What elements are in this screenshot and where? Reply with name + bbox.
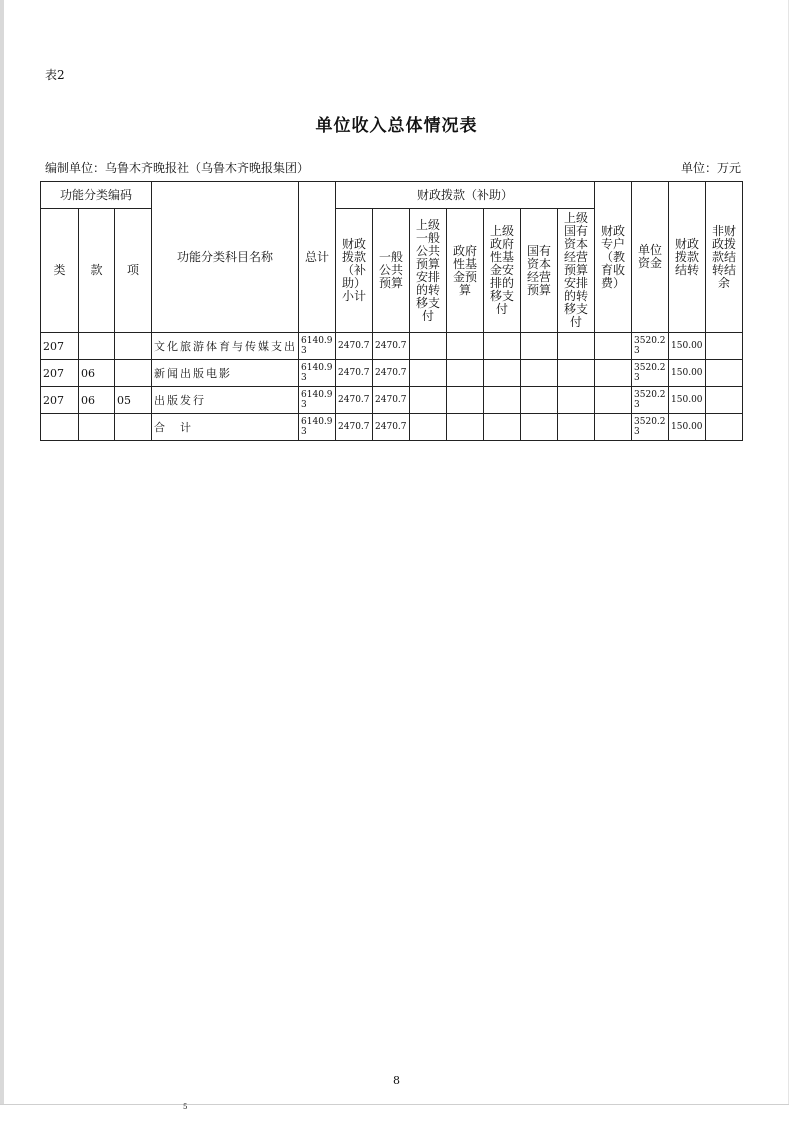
fiscal-special-header: 财政专户（教育收费）	[595, 182, 632, 333]
empty-cell	[706, 333, 743, 360]
carryover-cell: 150.00	[669, 414, 706, 441]
total-cell: 6140.93	[299, 360, 336, 387]
subtotal-cell: 2470.7	[336, 387, 373, 414]
empty-cell	[447, 360, 484, 387]
upper-state-capital-transfer-header: 上级国有资本经营预算安排的转移支付	[558, 209, 595, 333]
header-row-1	[41, 182, 743, 209]
total-cell: 6140.93	[299, 414, 336, 441]
empty-cell	[706, 387, 743, 414]
subtotal-cell: 2470.7	[336, 360, 373, 387]
table-row	[41, 360, 743, 387]
empty-cell	[410, 414, 447, 441]
total-cell: 6140.93	[299, 333, 336, 360]
empty-cell	[447, 387, 484, 414]
compiler-unit: 编制单位：乌鲁木齐晚报社（乌鲁木齐晚报集团）	[45, 161, 310, 175]
empty-cell	[410, 333, 447, 360]
xiang-cell: 05	[115, 387, 152, 414]
kuan-cell	[79, 414, 115, 441]
subtotal-cell: 2470.7	[336, 414, 373, 441]
empty-cell	[410, 387, 447, 414]
table-row	[41, 333, 743, 360]
empty-cell	[521, 387, 558, 414]
xiang-cell	[115, 414, 152, 441]
subject-name-cell: 新闻出版电影	[152, 360, 299, 387]
kuan-cell: 06	[79, 387, 115, 414]
upper-gov-fund-transfer-header: 上级政府性基金安排的移支付	[484, 209, 521, 333]
empty-cell	[706, 414, 743, 441]
lei-cell: 207	[41, 387, 79, 414]
empty-cell	[521, 360, 558, 387]
unit-funds-cell: 3520.23	[632, 333, 669, 360]
empty-cell	[447, 414, 484, 441]
unit-funds-cell: 3520.23	[632, 387, 669, 414]
empty-cell	[521, 333, 558, 360]
page-right-edge	[788, 0, 789, 1105]
empty-cell	[558, 333, 595, 360]
fiscal-header: 财政拨款（补助）	[336, 182, 595, 209]
total-label-cell: 合 计	[152, 414, 299, 441]
nonfiscal-carryover-header: 非财政拨款结转结余	[706, 182, 743, 333]
empty-cell	[484, 360, 521, 387]
empty-cell	[595, 414, 632, 441]
fiscal-carryover-header: 财政拨款结转	[669, 182, 706, 333]
currency-unit: 单位：万元	[681, 161, 742, 175]
page-title: 单位收入总体情况表	[315, 116, 478, 136]
subject-name-header: 功能分类科目名称	[152, 182, 299, 333]
kuan-cell	[79, 333, 115, 360]
xiang-cell	[115, 333, 152, 360]
empty-cell	[410, 360, 447, 387]
empty-cell	[558, 387, 595, 414]
page-bottom-edge	[0, 1104, 789, 1105]
carryover-cell: 150.00	[669, 387, 706, 414]
empty-cell	[706, 360, 743, 387]
empty-cell	[595, 387, 632, 414]
total-cell: 6140.93	[299, 387, 336, 414]
lei-cell: 207	[41, 333, 79, 360]
empty-cell	[484, 414, 521, 441]
gov-fund-header: 政府性基金预算	[447, 209, 484, 333]
side-mark: 5	[183, 1103, 188, 1111]
lei-cell	[41, 414, 79, 441]
page-number: 8	[393, 1074, 400, 1087]
general-budget-header: 一般公共预算	[373, 209, 410, 333]
unit-funds-cell: 3520.23	[632, 414, 669, 441]
subject-name-cell: 出版发行	[152, 387, 299, 414]
lei-cell: 207	[41, 360, 79, 387]
subtotal-cell: 2470.7	[336, 333, 373, 360]
unit-funds-header: 单位资金	[632, 182, 669, 333]
upper-general-transfer-header: 上级一般公共预算安排的转移支付	[410, 209, 447, 333]
empty-cell	[558, 360, 595, 387]
func-code-header: 功能分类编码	[41, 182, 152, 209]
lei-header: 类	[41, 209, 79, 333]
unit-funds-cell: 3520.23	[632, 360, 669, 387]
income-table	[40, 181, 743, 441]
empty-cell	[484, 333, 521, 360]
kuan-cell: 06	[79, 360, 115, 387]
empty-cell	[484, 387, 521, 414]
general-cell: 2470.7	[373, 387, 410, 414]
total-row	[41, 414, 743, 441]
subject-name-cell: 文化旅游体育与传媒支出	[152, 333, 299, 360]
carryover-cell: 150.00	[669, 333, 706, 360]
general-cell: 2470.7	[373, 333, 410, 360]
empty-cell	[595, 360, 632, 387]
table-row	[41, 387, 743, 414]
general-cell: 2470.7	[373, 360, 410, 387]
xiang-cell	[115, 360, 152, 387]
table-number: 表2	[45, 68, 65, 82]
kuan-header: 款	[79, 209, 115, 333]
total-header: 总计	[299, 182, 336, 333]
page-left-edge	[0, 0, 4, 1105]
xiang-header: 项	[115, 209, 152, 333]
general-cell: 2470.7	[373, 414, 410, 441]
empty-cell	[447, 333, 484, 360]
carryover-cell: 150.00	[669, 360, 706, 387]
empty-cell	[595, 333, 632, 360]
empty-cell	[558, 414, 595, 441]
state-capital-header: 国有资本经营预算	[521, 209, 558, 333]
fiscal-subtotal-header: 财政拨款（补助）小计	[336, 209, 373, 333]
empty-cell	[521, 414, 558, 441]
